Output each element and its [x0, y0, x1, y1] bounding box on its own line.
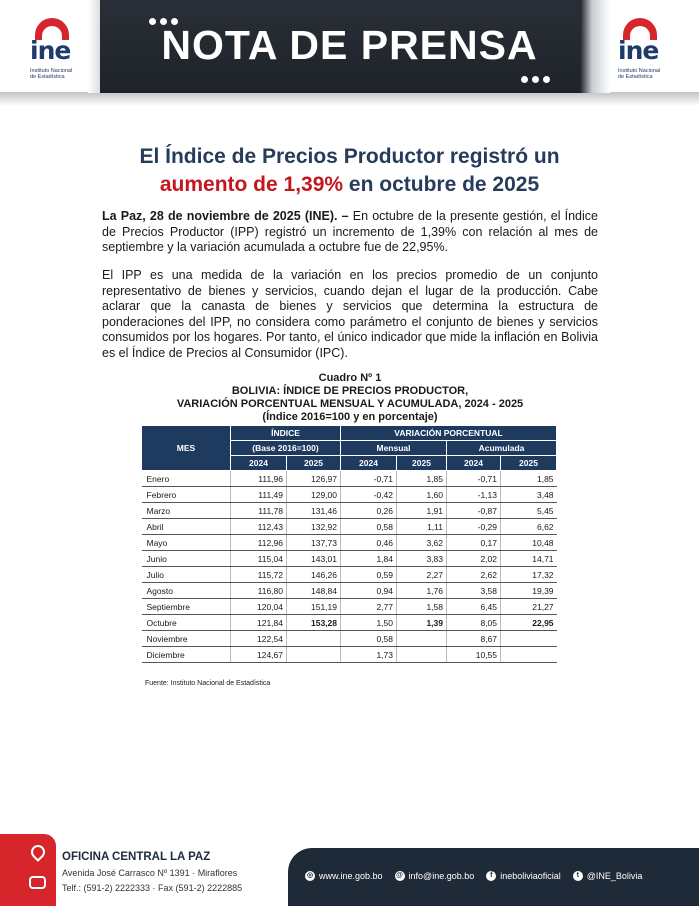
title-line-2 [40, 171, 659, 199]
twitter-link[interactable]: t @INE_Bolivia [573, 871, 643, 881]
header [0, 0, 699, 95]
cell-mes: Mayo [142, 535, 231, 551]
cell-mes: Noviembre [142, 631, 231, 647]
cell-m24: -0,71 [341, 471, 397, 487]
press-title [40, 143, 659, 199]
title-highlight: aumento de 1,39% [159, 173, 344, 196]
table-row [142, 503, 557, 519]
table-source: Fuente: Instituto Nacional de Estadística [145, 680, 271, 687]
cell-a24: 2,62 [447, 567, 501, 583]
header-year-2025: 2025 [501, 456, 557, 471]
email-icon: @ [396, 872, 403, 879]
header-base: (Base 2016=100) [231, 441, 341, 456]
cell-a25: 5,45 [501, 503, 557, 519]
logo-subtitle: Instituto Nacional de Estadística [30, 68, 73, 80]
cell-i25: 151,19 [287, 599, 341, 615]
cell-i25: 129,00 [287, 487, 341, 503]
table-row [142, 615, 557, 631]
cell-mes: Febrero [142, 487, 231, 503]
logo-text: ine [618, 36, 659, 65]
header-acumulada: Acumulada [447, 441, 557, 456]
cell-i24: 112,96 [231, 535, 287, 551]
paragraph-lead [102, 209, 598, 256]
phone-icon [29, 876, 46, 889]
cell-i25: 132,92 [287, 519, 341, 535]
header-year-2024: 2024 [447, 456, 501, 471]
cell-a24: 6,45 [447, 599, 501, 615]
cell-a24: 0,17 [447, 535, 501, 551]
cell-m25: 1,39 [397, 615, 447, 631]
cell-m25: 1,58 [397, 599, 447, 615]
cell-a25: 17,32 [501, 567, 557, 583]
header-indice: ÍNDICE [231, 426, 341, 441]
cell-a25: 6,62 [501, 519, 557, 535]
table-row [142, 567, 557, 583]
cell-mes: Septiembre [142, 599, 231, 615]
cell-a24: 10,55 [447, 647, 501, 663]
header-shadow [0, 92, 699, 106]
title-line-1: El Índice de Precios Productor registró un [139, 145, 560, 168]
table-caption-title: BOLIVIA: ÍNDICE DE PRECIOS PRODUCTOR, [231, 385, 469, 397]
cell-i24: 111,78 [231, 503, 287, 519]
cell-i24: 115,72 [231, 567, 287, 583]
cell-i24: 111,96 [231, 471, 287, 487]
header-year-2025: 2025 [287, 456, 341, 471]
banner-title: NOTA DE PRENSA [161, 22, 538, 68]
table-row [142, 599, 557, 615]
logo-subtitle: Instituto Nacional de Estadística [618, 68, 661, 80]
cell-i25: 148,84 [287, 583, 341, 599]
office-phone: Telf.: (591-2) 2222333 · Fax (591-2) 2222885 [62, 883, 243, 893]
cell-m24: 0,58 [341, 519, 397, 535]
cell-m24: 0,46 [341, 535, 397, 551]
header-mensual: Mensual [341, 441, 447, 456]
cell-m25: 1,11 [397, 519, 447, 535]
ipp-table [141, 425, 557, 663]
cell-i24: 116,80 [231, 583, 287, 599]
dateline: La Paz, 28 de noviembre de 2025 (INE). – [102, 209, 349, 223]
cell-mes: Agosto [142, 583, 231, 599]
cell-i25: 126,97 [287, 471, 341, 487]
cell-m24: -0,42 [341, 487, 397, 503]
cell-m24: 1,84 [341, 551, 397, 567]
cell-a25: 21,27 [501, 599, 557, 615]
header-mes: MES [142, 426, 231, 471]
paragraph-ipp-definition: El IPP es una medida de la variación en los precios promedio de un conjunto representativo de bienes y servicios, cuando dejan el lugar de la producción. Cabe aclarar que la canasta de bienes y servicios que determina la estructura de ponderaciones del IPP, no considera como parámetro el conjunto de bienes y servicios consumidos por los hogares. Por tanto, el único indicador que mide la inflación en Bolivia es el Índice de Precios al Consumidor (IPC). [102, 268, 598, 360]
cell-i25 [287, 631, 341, 647]
office-name: OFICINA CENTRAL LA PAZ [62, 851, 211, 863]
cell-a25: 22,95 [501, 615, 557, 631]
cell-i25: 137,73 [287, 535, 341, 551]
paragraph-lead-text: En octubre de la presente gestión, el Índice de Precios Productor (IPP) registró un incremento de 1,39% con relación al mes de septiembre y la variación acumulada a octubre fue de 22,95%. [102, 209, 598, 254]
office-address: Avenida José Carrasco Nº 1391 · Miraflores [62, 868, 238, 878]
table-row [142, 551, 557, 567]
cell-mes: Enero [142, 471, 231, 487]
web-link[interactable]: ◎ www.ine.gob.bo [306, 871, 383, 881]
cell-a25: 1,85 [501, 471, 557, 487]
cell-a24: 8,67 [447, 631, 501, 647]
cell-m25 [397, 647, 447, 663]
table-row [142, 647, 557, 663]
cell-m25: 3,62 [397, 535, 447, 551]
cell-i25: 153,28 [287, 615, 341, 631]
cell-i24: 111,49 [231, 487, 287, 503]
cell-a24: -1,13 [447, 487, 501, 503]
facebook-link[interactable]: f ineboliviaoficial [486, 871, 561, 881]
cell-mes: Junio [142, 551, 231, 567]
cell-m25: 2,27 [397, 567, 447, 583]
footer-contact-bar [0, 834, 56, 906]
title-line-2-rest: en octubre de 2025 [343, 173, 540, 196]
cell-m25: 1,85 [397, 471, 447, 487]
cell-m24: 1,73 [341, 647, 397, 663]
cell-a24: -0,71 [447, 471, 501, 487]
cell-m25: 1,60 [397, 487, 447, 503]
table-caption-units: (Índice 2016=100 y en porcentaje) [262, 411, 438, 423]
cell-m24: 0,94 [341, 583, 397, 599]
cell-mes: Julio [142, 567, 231, 583]
table-row [142, 583, 557, 599]
cell-m25: 3,83 [397, 551, 447, 567]
cell-i25: 143,01 [287, 551, 341, 567]
cell-i24: 115,04 [231, 551, 287, 567]
header-variacion: VARIACIÓN PORCENTUAL [341, 426, 557, 441]
cell-a25: 3,48 [501, 487, 557, 503]
header-year-2024: 2024 [341, 456, 397, 471]
cell-a24: -0,29 [447, 519, 501, 535]
table-row [142, 471, 557, 487]
table-caption-number: Cuadro Nº 1 [318, 372, 382, 384]
email-link[interactable]: @ info@ine.gob.bo [396, 871, 475, 881]
logo-text: ine [30, 36, 71, 65]
cell-a24: 2,02 [447, 551, 501, 567]
cell-a25: 19,39 [501, 583, 557, 599]
cell-a24: 8,05 [447, 615, 501, 631]
cell-a24: 3,58 [447, 583, 501, 599]
globe-icon: ◎ [306, 872, 314, 879]
footer-links [305, 871, 642, 881]
header-year-2024: 2024 [231, 456, 287, 471]
ine-logo-right [608, 10, 678, 90]
cell-m24: 0,26 [341, 503, 397, 519]
cell-i25: 146,26 [287, 567, 341, 583]
cell-m24: 2,77 [341, 599, 397, 615]
table-caption-subtitle: VARIACIÓN PORCENTUAL MENSUAL Y ACUMULADA, 2024 - 2025 [176, 398, 524, 410]
cell-mes: Diciembre [142, 647, 231, 663]
cell-m24: 0,59 [341, 567, 397, 583]
cell-m24: 1,50 [341, 615, 397, 631]
cell-i24: 120,04 [231, 599, 287, 615]
cell-m24: 0,58 [341, 631, 397, 647]
cell-a24: -0,87 [447, 503, 501, 519]
cell-m25: 1,91 [397, 503, 447, 519]
table-row [142, 535, 557, 551]
table-row [142, 519, 557, 535]
ine-logo-left [20, 10, 90, 90]
cell-i24: 124,67 [231, 647, 287, 663]
table-row [142, 631, 557, 647]
cell-mes: Marzo [142, 503, 231, 519]
header-year-2025: 2025 [397, 456, 447, 471]
cell-mes: Abril [142, 519, 231, 535]
cell-i24: 112,43 [231, 519, 287, 535]
cell-m25: 1,76 [397, 583, 447, 599]
cell-i24: 121,84 [231, 615, 287, 631]
cell-m25 [397, 631, 447, 647]
cell-i24: 122,54 [231, 631, 287, 647]
cell-a25 [501, 647, 557, 663]
cell-mes: Octubre [142, 615, 231, 631]
cell-i25 [287, 647, 341, 663]
cell-a25: 10,48 [501, 535, 557, 551]
cell-a25: 14,71 [501, 551, 557, 567]
twitter-icon: t [573, 871, 583, 881]
table-row [142, 487, 557, 503]
cell-i25: 131,46 [287, 503, 341, 519]
facebook-icon: f [486, 871, 496, 881]
dots-decoration [521, 76, 550, 83]
cell-a25 [501, 631, 557, 647]
